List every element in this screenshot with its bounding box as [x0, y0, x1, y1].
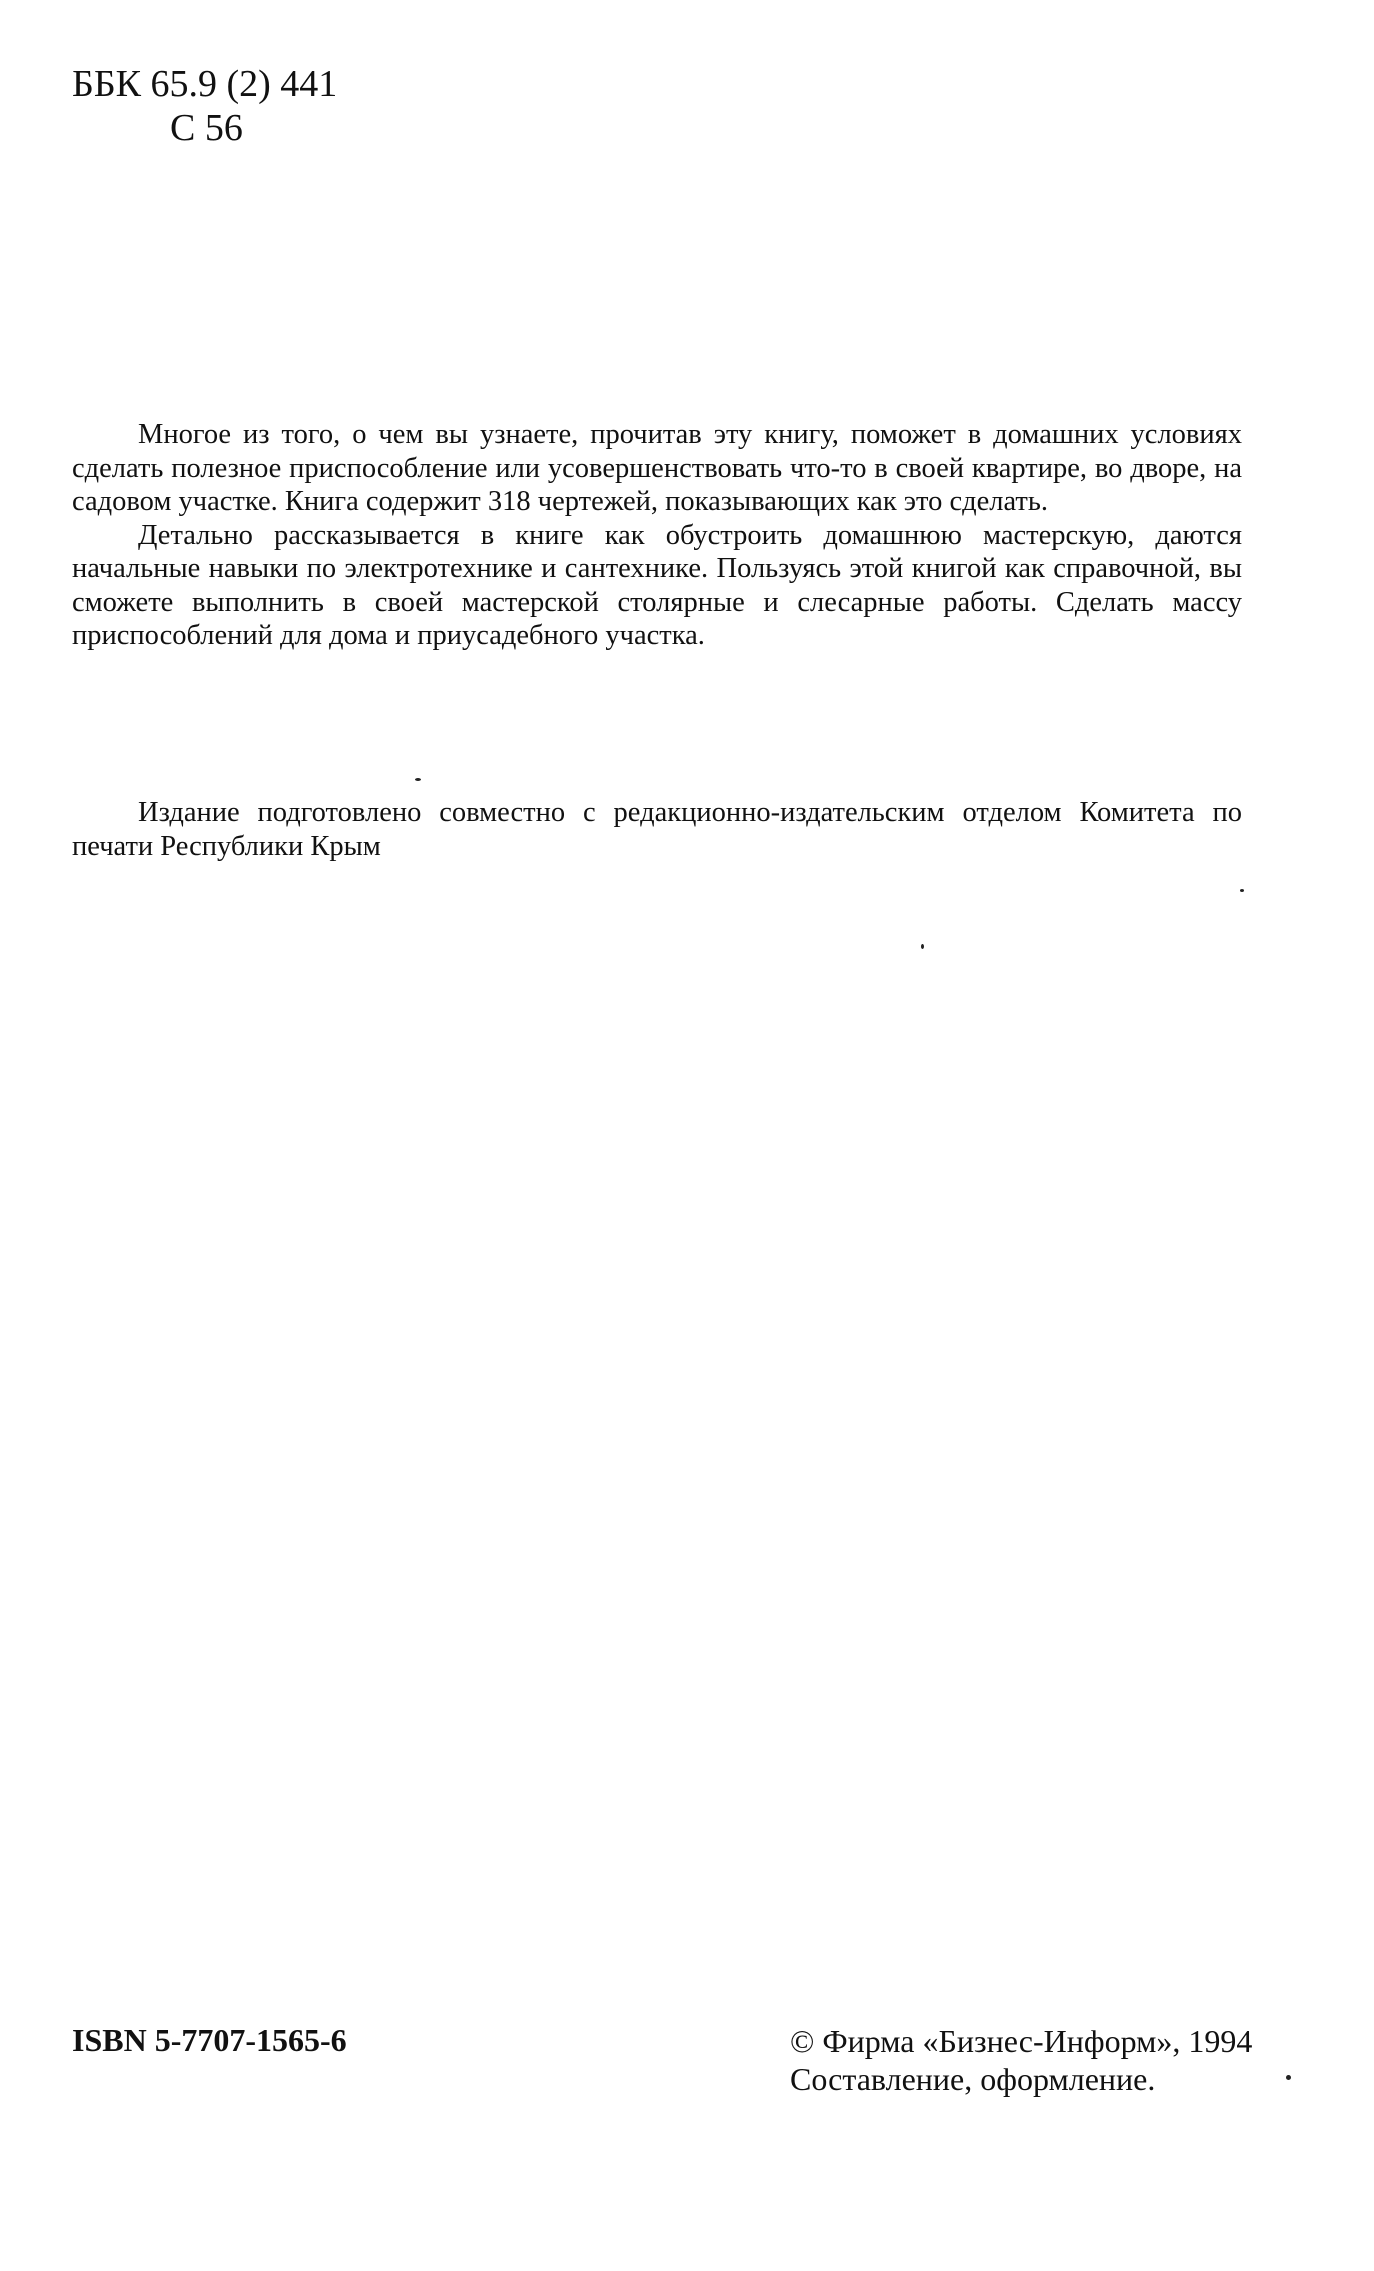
scan-speck: [415, 778, 421, 781]
bbk-code: ББК 65.9 (2) 441: [72, 63, 338, 105]
copyright-line: © Фирма «Бизнес-Информ», 1994: [790, 2023, 1253, 2059]
annotation-paragraph: Детально рассказывается в книге как обустроить домашнюю мастерскую, даются начальные навыки по электротехнике и сантехнике. Пользуясь этой книгой как справочной, вы сможете выполнить в своей мастерской столярные и слесарные работы. Сделать массу приспособлений для дома и приусадебного участка.: [72, 519, 1242, 651]
edition-note-text: Издание подготовлено совместно с редакционно-издательским отделом Комитета по печати Республики Крым: [72, 797, 1242, 862]
scan-speck: [1286, 2075, 1291, 2080]
annotation-paragraph: Многое из того, о чем вы узнаете, прочитав эту книгу, поможет в домашних условиях сделать полезное приспособление или усовершенствовать что-то в своей квартире, во дворе, на садовом участке. Книга содержит 318 чертежей, показывающих как это сделать.: [72, 419, 1242, 517]
scan-speck: [921, 944, 924, 949]
author-mark: С 56: [170, 107, 243, 149]
edition-note: [72, 796, 1242, 863]
annotation: [72, 418, 1242, 653]
copyright-block: [790, 2022, 1252, 2098]
scan-speck: [1240, 889, 1244, 892]
classification-block: [72, 62, 337, 150]
isbn: ISBN 5-7707-1565-6: [72, 2022, 347, 2058]
copyright-credit: Составление, оформление.: [790, 2061, 1156, 2097]
